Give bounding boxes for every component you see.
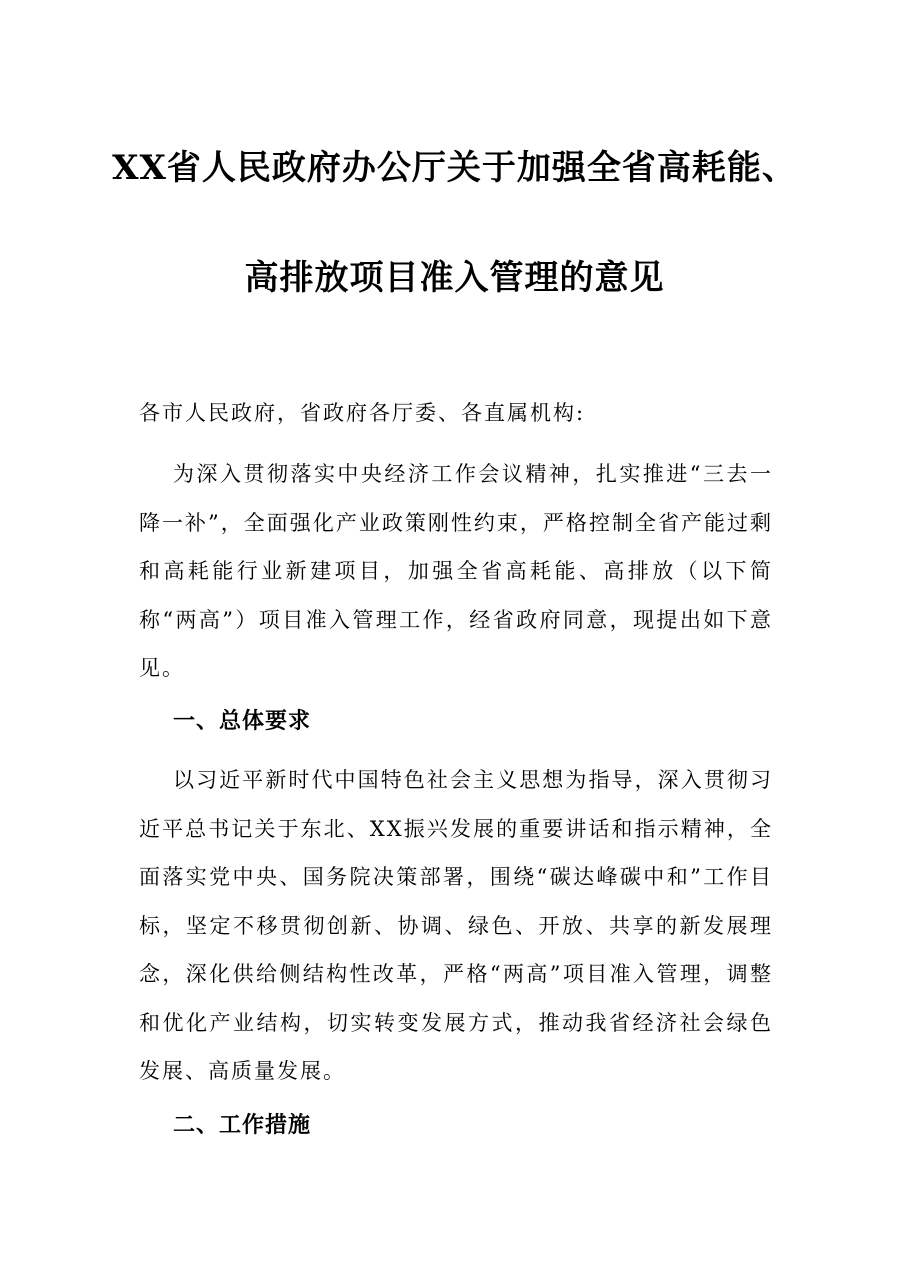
body-paragraph-2: 以习近平新时代中国特色社会主义思想为指导，深入贯彻习近平总书记关于东北、XX振兴发展的重要讲话和指示精神，全面落实党中央、国务院决策部署，围绕“碳达峰碳中和”工作目标，坚定不移贯彻创新、协调、绿色、开放、共享的新发展理念，深化供给侧结构性改革，严格“两高”项目准入管理，调整和优化产业结构，切实转变发展方式，推动我省经济社会绿色发展、高质量发展。	[139, 768, 773, 1083]
section-heading-2: 二、工作措施	[173, 1112, 312, 1138]
section-heading-1: 一、总体要求	[173, 708, 312, 734]
salutation: 各市人民政府，省政府各厅委、各直属机构:	[139, 401, 586, 425]
document-title-line-2: 高排放项目准入管理的意见	[244, 258, 665, 298]
document-title-line-1: XX省人民政府办公厅关于加强全省高耗能、	[112, 148, 797, 188]
body-paragraph-1: 为深入贯彻落实中央经济工作会议精神，扎实推进“三去一降一补”，全面强化产业政策刚性约束，严格控制全省产能过剩和高耗能行业新建项目，加强全省高耗能、高排放（以下简称“两高”）项目准入管理工作，经省政府同意，现提出如下意见。	[139, 462, 773, 680]
